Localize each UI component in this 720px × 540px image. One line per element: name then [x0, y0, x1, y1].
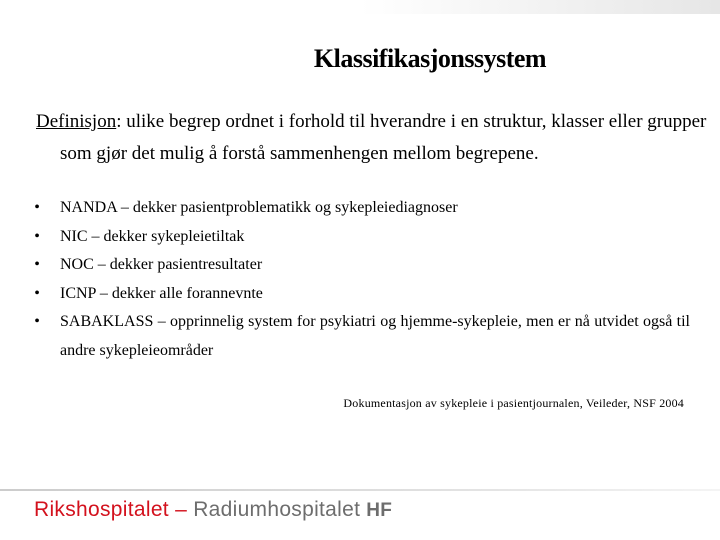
definition-paragraph: [36, 106, 720, 170]
logo-text-rikshospitalet: Rikshospitalet: [34, 498, 169, 521]
list-item-text: SABAKLASS – opprinnelig system for psykiatri og hjemme-sykepleie, men er nå utvidet også til andre sykepleieområder: [60, 313, 690, 359]
bullet-icon: •: [34, 227, 40, 245]
list-item: [30, 194, 690, 223]
slide-title: Klassifikasjonssystem: [313, 44, 547, 73]
bullet-list: [30, 194, 690, 365]
bullet-icon: •: [34, 284, 40, 302]
logo-separator: –: [168, 498, 194, 521]
definition-text: : ulike begrep ordnet i forhold til hverandre i en struktur, klasser eller grupper som gjør det mulig å forstå sammenhengen mellom begrepene.: [60, 111, 707, 164]
list-item: [30, 280, 690, 309]
list-item: [30, 223, 690, 252]
list-item: [30, 251, 690, 280]
logo-text-radiumhospitalet: Radiumhospitalet: [193, 498, 361, 521]
list-item-text: NANDA – dekker pasientproblematikk og sykepleiediagnoser: [60, 199, 458, 216]
list-item: [30, 308, 690, 365]
definition-term: Definisjon: [36, 111, 117, 132]
hospital-logo: [34, 498, 392, 522]
list-item-text: NOC – dekker pasientresultater: [60, 256, 263, 273]
bullet-icon: •: [34, 199, 40, 216]
bullet-icon: •: [34, 313, 40, 330]
list-item-text: ICNP – dekker alle forannevnte: [60, 284, 263, 302]
logo-text-hf: HF: [366, 500, 393, 521]
top-decoration: [360, 0, 720, 14]
list-item-text: NIC – dekker sykepleietiltak: [60, 227, 245, 245]
bullet-icon: •: [34, 256, 40, 273]
footer-divider: [0, 489, 720, 491]
source-citation: Dokumentasjon av sykepleie i pasientjournalen, Veileder, NSF 2004: [343, 396, 684, 410]
